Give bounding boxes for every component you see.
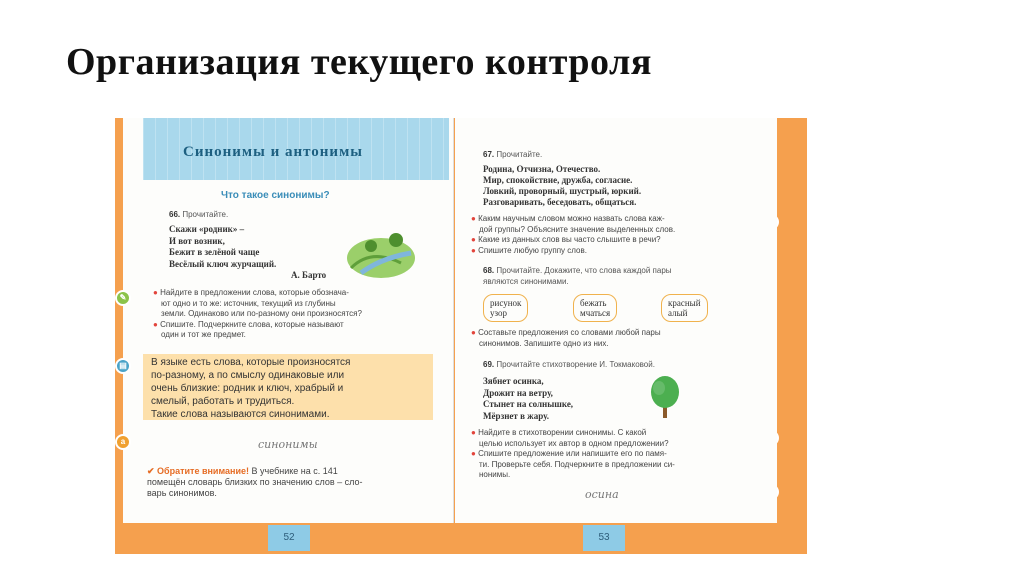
- synonym-pair-card: [573, 294, 617, 322]
- handwritten-word: синонимы: [258, 438, 318, 451]
- task-line: Найдите в стихотворении синонимы. С какой: [478, 428, 647, 437]
- exercise-68-number: 68.: [483, 266, 495, 275]
- pencil-icon: ✎: [115, 290, 131, 306]
- letter-icon: а: [115, 434, 131, 450]
- spring-illustration: [341, 218, 421, 280]
- poem-barto: [169, 224, 326, 282]
- word-group: Мир, спокойствие, дружба, согласие.: [483, 175, 633, 185]
- task-line: Составьте предложения со словами любой пары: [478, 328, 661, 337]
- task-line: Спишите предложение или напишите его по памя-: [478, 449, 667, 458]
- rule-line: Такие слова называются синонимами.: [151, 409, 330, 420]
- task-line: синонимов. Запишите одно из них.: [479, 338, 609, 348]
- exercise-68-tasks: ● Составьте предложения со словами любой пары синонимов. Запишите одно из них.: [471, 328, 766, 349]
- poem-line: Весёлый ключ журчащий.: [169, 258, 277, 269]
- exercise-68-instruction: Прочитайте. Докажите, что слова каждой пары: [496, 266, 672, 275]
- exercise-68-header: [483, 266, 672, 287]
- exercise-67-tasks: ● Каким научным словом можно назвать слова каж- дой группы? Объясните значение выделенных слов. ● Какие из данных слов вы часто слышите в речи? ● Спишите любую группу слов.: [471, 214, 766, 256]
- pair-word: узор: [490, 308, 508, 318]
- pair-word: алый: [668, 308, 688, 318]
- exercise-67-header: [483, 150, 542, 159]
- page-number-left: 52: [268, 525, 310, 551]
- rule-line: смелый, работать и трудиться.: [151, 396, 295, 407]
- poem-line: Зябнет осинка,: [483, 376, 544, 386]
- rule-line: В языке есть слова, которые произносятся: [151, 357, 351, 368]
- textbook-spread: [115, 118, 807, 554]
- synonym-pair-card: [483, 294, 528, 322]
- exercise-66-header: [169, 210, 228, 219]
- exercise-69-number: 69.: [483, 360, 495, 369]
- task-line: нонимы.: [479, 470, 511, 479]
- task-line: Какие из данных слов вы часто слышите в речи?: [478, 235, 661, 244]
- rule-line: очень близкие: родник и ключ, храбрый и: [151, 383, 344, 394]
- book-icon: ▤: [115, 358, 131, 374]
- task-line: Спишите любую группу слов.: [478, 245, 587, 255]
- page-number-right: 53: [583, 525, 625, 551]
- task-line: дой группы? Объясните значение выделенных слов.: [479, 224, 676, 234]
- exercise-69-header: [483, 360, 655, 369]
- poem-line: Дрожит на ветру,: [483, 387, 553, 398]
- handwritten-word: осина: [585, 488, 619, 501]
- poem-author: А. Барто: [291, 270, 327, 280]
- exercise-69-instruction: Прочитайте стихотворение И. Токмаковой.: [496, 360, 655, 369]
- topic-banner: [143, 118, 449, 180]
- pair-word: мчаться: [580, 308, 611, 318]
- synonym-word-groups: [483, 164, 641, 208]
- exercise-67-instruction: Прочитайте.: [496, 150, 543, 159]
- exercise-67-number: 67.: [483, 150, 495, 159]
- poem-line: Стынет на солнышке,: [483, 399, 574, 409]
- banner-title: Синонимы и антонимы: [183, 144, 364, 160]
- task-line: ют одно и то же: источник, текущий из глубины: [161, 298, 336, 308]
- rule-line: по-разному, а по смыслу одинаковые или: [151, 370, 345, 381]
- exercise-69-tasks: ● Найдите в стихотворении синонимы. С какой целью использует их автор в одном предложении? ● Спишите предложение или напишите его по памя- ти. Проверьте себя. Подчеркните в предложении си- нонимы.: [471, 428, 766, 481]
- task-line: земли. Одинаково или по-разному они произносятся?: [161, 309, 362, 318]
- left-page: [123, 118, 454, 543]
- synonym-pair-card: [661, 294, 708, 322]
- pair-word: рисунок: [490, 298, 522, 308]
- poem-line: И вот возник,: [169, 235, 225, 246]
- exercise-66-number: 66.: [169, 210, 181, 219]
- slide-title: Организация текущего контроля: [66, 41, 652, 83]
- note-line: В учебнике на с. 141: [251, 466, 338, 476]
- note-warning: Обратите внимание!: [157, 466, 249, 476]
- task-line: один и тот же предмет.: [161, 330, 246, 339]
- task-line: Найдите в предложении слова, которые обознача-: [160, 288, 349, 297]
- pair-word: красный: [668, 298, 701, 308]
- poem-line: Мёрзнет в жару.: [483, 410, 549, 421]
- note-line: помещён словарь близких по значению слов – сло-: [147, 477, 363, 487]
- exercise-66-tasks: ● Найдите в предложении слова, которые обознача- ют одно и то же: источник, текущий из глубины земли. Одинаково или по-разному они произносятся? ● Спишите. Подчеркните слова, которые называют один и тот же предмет.: [153, 288, 443, 341]
- aspen-tree-illustration: [647, 374, 683, 420]
- word-group: Разговаривать, беседовать, общаться.: [483, 197, 637, 207]
- rule-box: [143, 354, 433, 420]
- task-line: целью использует их автор в одном предложении?: [479, 438, 669, 448]
- word-group: Родина, Отчизна, Отечество.: [483, 164, 601, 174]
- poem-line: Скажи «родник» –: [169, 224, 245, 234]
- task-line: Каким научным словом можно назвать слова каж-: [478, 214, 665, 223]
- pair-word: бежать: [580, 298, 607, 308]
- task-line: ти. Проверьте себя. Подчеркните в предложении си-: [479, 459, 675, 469]
- exercise-66-instruction: Прочитайте.: [182, 210, 229, 219]
- right-page: [455, 118, 777, 543]
- poem-tokmakova: [483, 376, 573, 422]
- word-group: Ловкий, проворный, шустрый, юркий.: [483, 186, 642, 196]
- exercise-68-instruction: являются синонимами.: [483, 276, 569, 286]
- attention-note: ✔ Обратите внимание! В учебнике на с. 141 помещён словарь близких по значению слов – сло- варь синонимов.: [147, 466, 437, 499]
- lesson-subtitle: Что такое синонимы?: [221, 190, 330, 201]
- note-line: варь синонимов.: [147, 488, 217, 498]
- poem-line: Бежит в зелёной чаще: [169, 247, 260, 257]
- task-line: Спишите. Подчеркните слова, которые называют: [160, 319, 344, 329]
